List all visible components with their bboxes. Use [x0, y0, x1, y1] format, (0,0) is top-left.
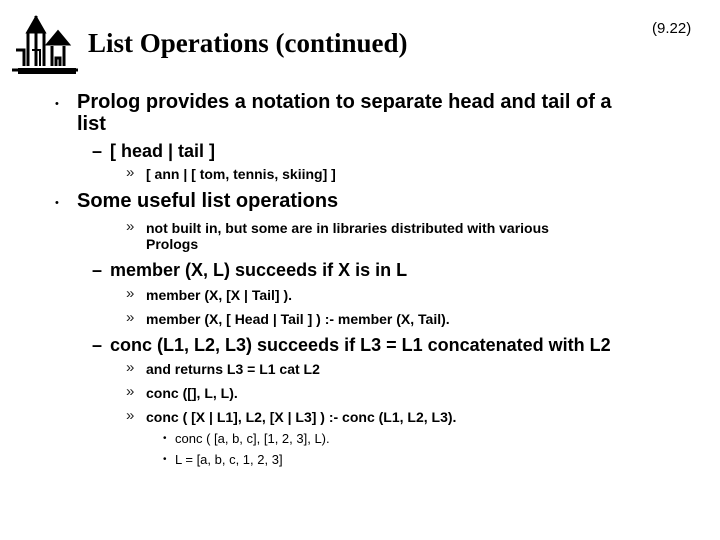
dot-marker: • [163, 433, 167, 444]
chevron-marker: » [126, 309, 135, 326]
chevron-marker: » [126, 383, 135, 400]
dot-marker: • [163, 454, 167, 465]
chevron-marker: » [126, 359, 135, 376]
head-tail-example: [ ann | [ tom, tennis, skiing] ] [146, 166, 336, 182]
dash-marker: – [92, 141, 103, 161]
member-clause-1: member (X, [X | Tail] ). [146, 287, 293, 303]
slide-title: List Operations (continued) [88, 28, 408, 58]
bullet-marker: • [55, 98, 59, 110]
slide-number: (9.22) [652, 20, 692, 37]
conc-heading: conc (L1, L2, L3) succeeds if L3 = L1 concatenated with L2 [110, 335, 611, 355]
library-note-line2: Prologs [146, 236, 199, 252]
chevron-marker: » [126, 164, 135, 181]
chevron-marker: » [126, 407, 135, 424]
bullet-2-text: Some useful list operations [77, 190, 339, 212]
chevron-marker: » [126, 285, 135, 302]
bullet-1-line1: Prolog provides a notation to separate head and tail of a [77, 91, 612, 113]
dash-marker: – [92, 335, 103, 355]
library-note-line1: not built in, but some are in libraries distributed with various [146, 220, 549, 236]
chevron-marker: » [126, 218, 135, 235]
conc-result: L = [a, b, c, 1, 2, 3] [175, 452, 283, 467]
conc-clause-2: conc ( [X | L1], L2, [X | L3] ) :- conc (L1, L2, L3). [146, 409, 457, 425]
head-tail-notation: [ head | tail ] [110, 141, 216, 161]
bullet-marker: • [55, 197, 59, 209]
member-heading: member (X, L) succeeds if X is in L [110, 260, 408, 280]
conc-query: conc ( [a, b, c], [1, 2, 3], L). [175, 431, 330, 446]
castle-logo-icon [8, 10, 80, 78]
bullet-1-line2: list [77, 113, 106, 135]
conc-clause-1: conc ([], L, L). [146, 385, 238, 401]
conc-returns: and returns L3 = L1 cat L2 [146, 361, 320, 377]
member-clause-2: member (X, [ Head | Tail ] ) :- member (X, Tail). [146, 311, 450, 327]
dash-marker: – [92, 260, 103, 280]
